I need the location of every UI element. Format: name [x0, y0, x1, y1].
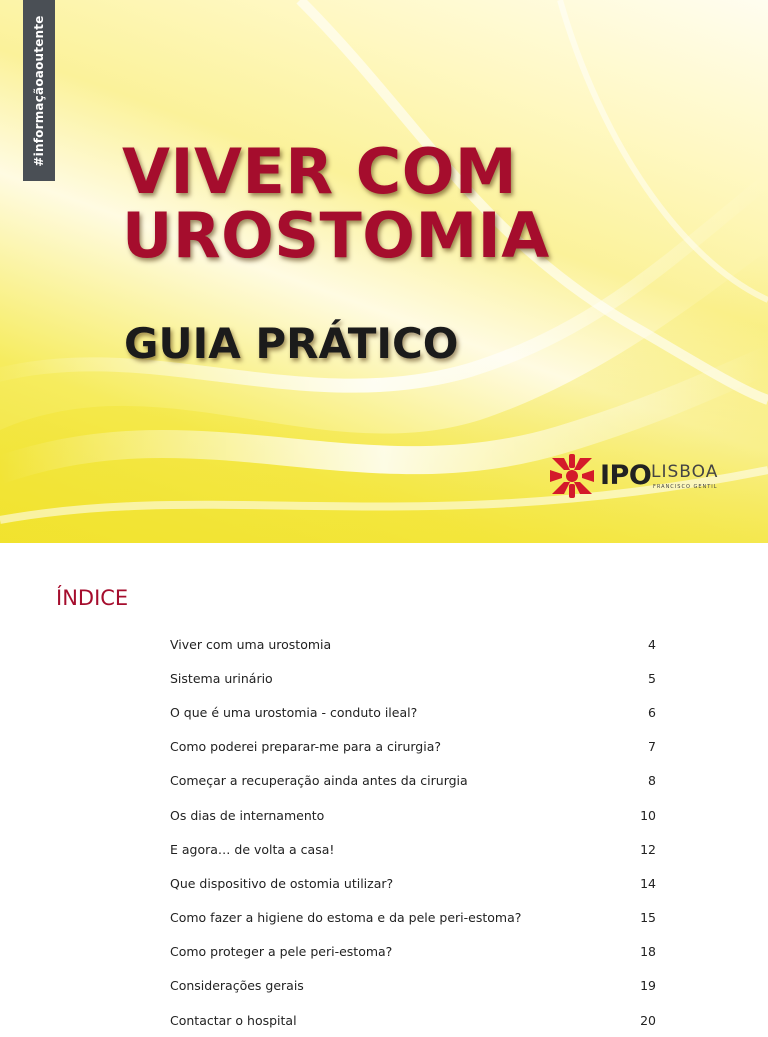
- logo-lisboa-text: LISBOA: [651, 462, 719, 482]
- toc-item-page: 15: [640, 910, 656, 926]
- toc-item[interactable]: [170, 866, 656, 900]
- toc-item-title: Que dispositivo de ostomia utilizar?: [170, 875, 394, 891]
- toc-item-page: 4: [648, 636, 656, 652]
- toc-item-page: 12: [640, 841, 656, 857]
- toc-item-page: 20: [640, 1012, 656, 1028]
- toc-item[interactable]: [170, 901, 656, 935]
- title-line-1: VIVER COM: [122, 135, 518, 208]
- toc-item[interactable]: [170, 661, 656, 695]
- side-tab-label: #informaçãoaoutente: [32, 14, 46, 167]
- toc-item-title: Contactar o hospital: [170, 1012, 297, 1028]
- document-title: [122, 135, 550, 272]
- toc-item-title: Como proteger a pele peri-estoma?: [170, 944, 393, 960]
- toc-item[interactable]: [170, 730, 656, 764]
- toc-item-title: Viver com uma urostomia: [170, 636, 332, 652]
- toc-item-title: Considerações gerais: [170, 978, 304, 994]
- info-side-tab: [23, 0, 55, 181]
- toc-item[interactable]: [170, 764, 656, 798]
- toc-item-title: Os dias de internamento: [170, 807, 325, 823]
- toc-item-title: Começar a recuperação ainda antes da cirurgia: [170, 773, 468, 789]
- toc-item-page: 10: [640, 807, 656, 823]
- toc-item-page: 6: [648, 704, 656, 720]
- title-line-2: UROSTOMIA: [122, 199, 550, 272]
- toc-item-page: 19: [640, 978, 656, 994]
- toc-item-page: 18: [640, 944, 656, 960]
- toc-item-title: Como fazer a higiene do estoma e da pele peri-estoma?: [170, 910, 522, 926]
- document-subtitle: GUIA PRÁTICO: [124, 319, 459, 368]
- index-heading: ÍNDICE: [56, 586, 129, 610]
- toc-item-page: 8: [648, 773, 656, 789]
- toc-item-title: E agora… de volta a casa!: [170, 841, 335, 857]
- toc-item[interactable]: [170, 969, 656, 1003]
- logo-subtext: FRANCISCO GENTIL: [653, 484, 718, 490]
- toc-item-page: 7: [648, 739, 656, 755]
- toc-item-title: Como poderei preparar-me para a cirurgia?: [170, 739, 441, 755]
- toc-item[interactable]: [170, 695, 656, 729]
- toc-item[interactable]: [170, 832, 656, 866]
- table-of-contents: [170, 627, 656, 1037]
- toc-item-title: O que é uma urostomia - conduto ileal?: [170, 704, 418, 720]
- toc-item-title: Sistema urinário: [170, 670, 273, 686]
- ipo-emblem-icon: [548, 452, 596, 500]
- ipo-lisboa-logo: [548, 450, 728, 502]
- toc-item-page: 5: [648, 670, 656, 686]
- toc-item[interactable]: [170, 1003, 656, 1037]
- logo-ipo-text: IPO: [600, 460, 652, 491]
- toc-item-page: 14: [640, 875, 656, 891]
- toc-item[interactable]: [170, 627, 656, 661]
- toc-item[interactable]: [170, 935, 656, 969]
- toc-item[interactable]: [170, 798, 656, 832]
